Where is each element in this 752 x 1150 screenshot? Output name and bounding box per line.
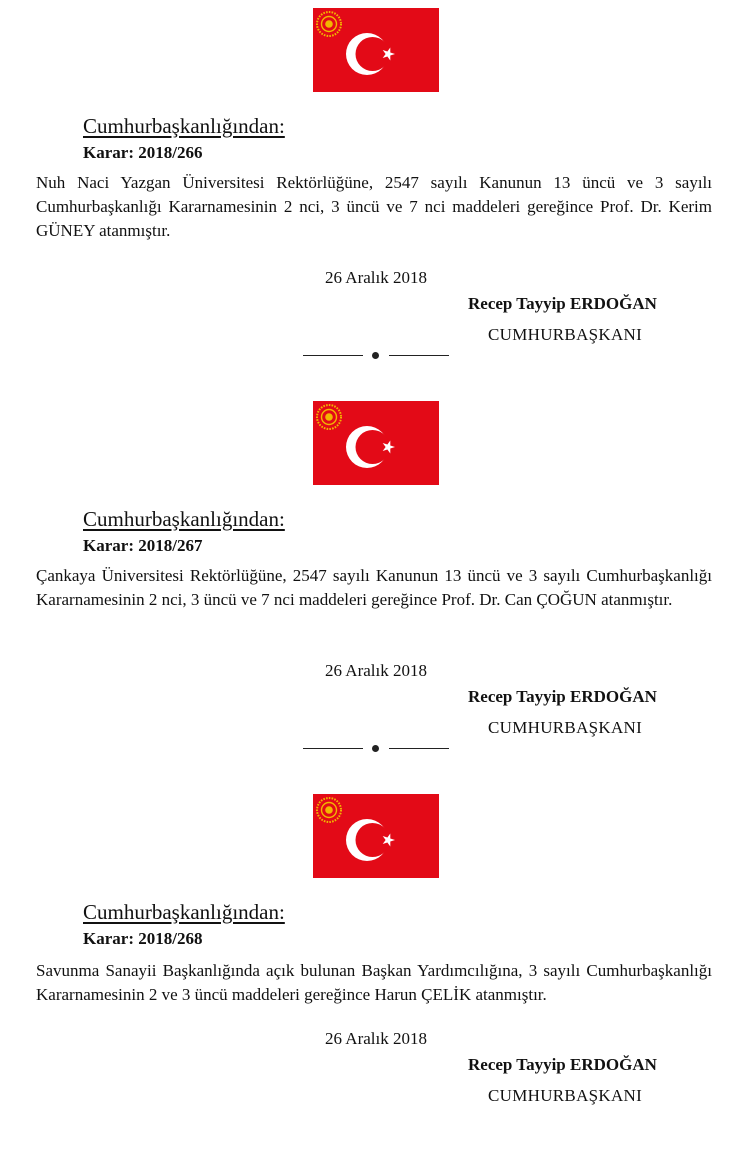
signer-title: CUMHURBAŞKANI bbox=[488, 325, 643, 344]
separator-dot-icon bbox=[303, 350, 449, 362]
decree-body: Savunma Sanayii Başkanlığında açık bulunan Başkan Yardımcılığına, 3 sayılı Cumhurbaşkanlığı Kararnamesinin 2 ve 3 üncü maddeleri gereğince Harun ÇELİK atanmıştır. bbox=[36, 961, 712, 1004]
turkish-flag-icon bbox=[313, 401, 439, 485]
decree-number: Karar: 2018/267 bbox=[83, 536, 203, 555]
decree-number: Karar: 2018/266 bbox=[83, 143, 203, 162]
presidential-seal-icon bbox=[315, 796, 343, 824]
issuer-heading: Cumhurbaşkanlığından: bbox=[83, 507, 285, 531]
issuer-heading: Cumhurbaşkanlığından: bbox=[83, 900, 285, 924]
decree-body: Çankaya Üniversitesi Rektörlüğüne, 2547 sayılı Kanunun 13 üncü ve 3 sayılı Cumhurbaşkanlığı Kararnamesinin 2 nci, 3 üncü ve 7 nci maddeleri gereğince Prof. Dr. Can ÇOĞUN atanmıştır. bbox=[36, 566, 712, 609]
turkish-flag-icon bbox=[313, 794, 439, 878]
separator-dot-icon bbox=[303, 743, 449, 755]
decree-date: 26 Aralık 2018 bbox=[325, 661, 427, 680]
decree-date: 26 Aralık 2018 bbox=[325, 268, 427, 287]
signer-title: CUMHURBAŞKANI bbox=[488, 1086, 643, 1105]
decree-number: Karar: 2018/268 bbox=[83, 929, 203, 948]
signer-title: CUMHURBAŞKANI bbox=[488, 718, 643, 737]
decree-body: Nuh Naci Yazgan Üniversitesi Rektörlüğüne, 2547 sayılı Kanunun 13 üncü ve 3 sayılı Cumhurbaşkanlığı Kararnamesinin 2 nci, 3 üncü ve 7 nci maddeleri gereğince Prof. Dr. Kerim GÜNEY atanmıştır. bbox=[36, 173, 712, 240]
presidential-seal-icon bbox=[315, 10, 343, 38]
issuer-heading: Cumhurbaşkanlığından: bbox=[83, 114, 285, 138]
signer-name: Recep Tayyip ERDOĞAN bbox=[468, 1055, 657, 1074]
signer-name: Recep Tayyip ERDOĞAN bbox=[468, 294, 657, 313]
presidential-seal-icon bbox=[315, 403, 343, 431]
turkish-flag-icon bbox=[313, 8, 439, 92]
decree-date: 26 Aralık 2018 bbox=[325, 1029, 427, 1048]
signer-name: Recep Tayyip ERDOĞAN bbox=[468, 687, 657, 706]
